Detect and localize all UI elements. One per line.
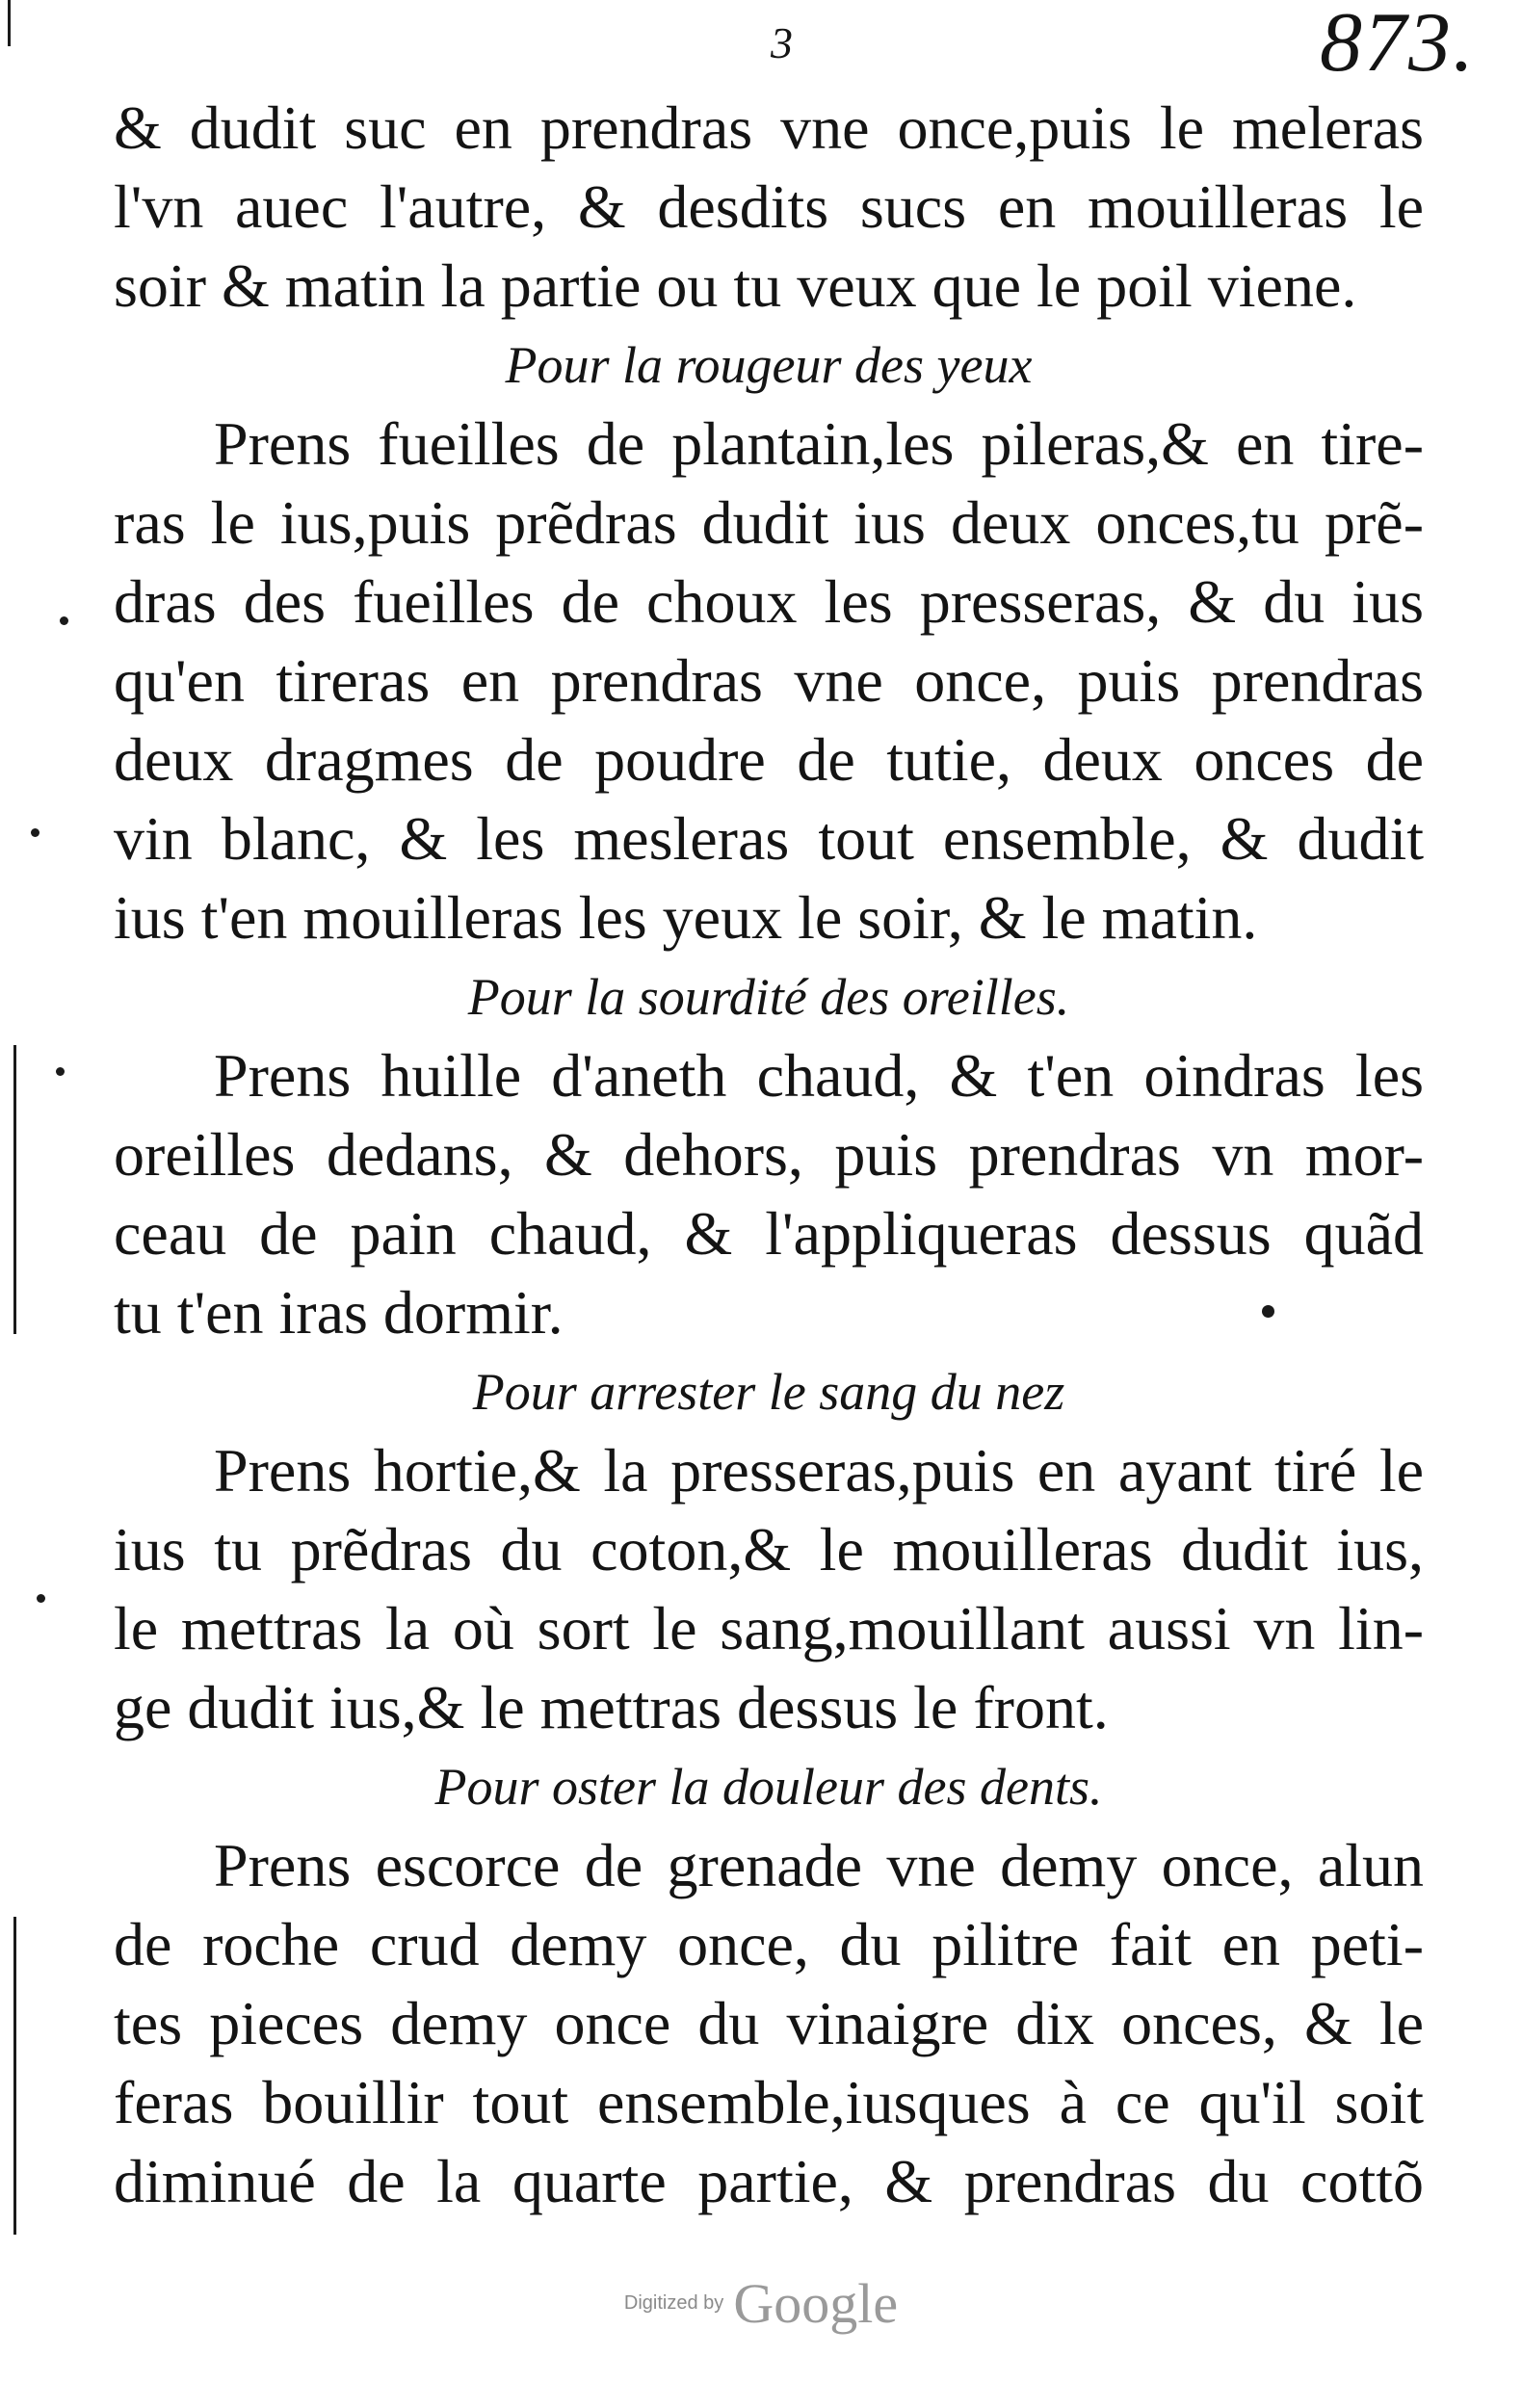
text-line: Prens escorce de grenade vne demy once, alun (214, 1831, 1424, 1899)
recipe-paragraph (114, 1826, 1424, 2221)
section-heading: Pour arrester le sang du nez (472, 1363, 1065, 1421)
text-line: feras bouillir tout ensemble,iusques à ce qu'il soit (114, 2068, 1424, 2136)
digitized-watermark (0, 2271, 1522, 2336)
margin-dot (56, 1067, 65, 1076)
text-line: ge dudit ius,& le mettras dessus le front. (114, 1673, 1109, 1741)
section-heading: Pour oster la douleur des dents. (434, 1758, 1103, 1816)
continuation-paragraph (114, 89, 1424, 326)
section-heading: Pour la rougeur des yeux (505, 336, 1033, 394)
margin-dot (37, 1594, 45, 1603)
text-line: de roche crud demy once, du pilitre fait en peti- (114, 1910, 1424, 1978)
text-line: le mettras la où sort le sang,mouillant aussi vn lin- (114, 1594, 1424, 1662)
text-line: qu'en tireras en prendras vne once, puis prendras (114, 646, 1424, 715)
text-line: Prens huille d'aneth chaud, & t'en oindras les (214, 1041, 1424, 1110)
text-line: tes pieces demy once du vinaigre dix onces, & le (114, 1989, 1424, 2057)
text-line: ras le ius,puis prẽdras dudit ius deux onces,tu prẽ- (114, 488, 1424, 557)
text-line: tu t'en iras dormir. (114, 1278, 564, 1347)
text-line: dras des fueilles de choux les presseras, & du ius (114, 567, 1424, 636)
scan-edge-mark (13, 1045, 16, 1334)
scan-edge-mark (8, 0, 11, 46)
text-line: ceau de pain chaud, & l'appliqueras dessus quãd (114, 1199, 1424, 1268)
folio-number: 873. (1320, 0, 1476, 90)
margin-dot (31, 828, 39, 837)
text-line: soir & matin la partie ou tu veux que le poil viene. (114, 251, 1357, 320)
text-line: Prens hortie,& la presseras,puis en ayant tiré le (214, 1436, 1424, 1505)
signature-mark: 3 (771, 18, 793, 67)
text-line: diminué de la quarte partie, & prendras du cottõ (114, 2147, 1424, 2215)
text-line: l'vn auec l'autre, & desdits sucs en mouilleras le (114, 172, 1424, 241)
google-logo: Google (733, 2272, 899, 2335)
text-line: Prens fueilles de plantain,les pileras,& en tire- (214, 409, 1424, 478)
text-line: oreilles dedans, & dehors, puis prendras vn mor- (114, 1120, 1424, 1189)
scan-edge-mark (13, 1917, 16, 2235)
text-line: ius tu prẽdras du coton,& le mouilleras dudit ius, (114, 1515, 1424, 1584)
recipe-paragraph (114, 1431, 1424, 1747)
text-line: ius t'en mouilleras les yeux le soir, & le matin. (114, 883, 1258, 952)
text-line: deux dragmes de poudre de tutie, deux onces de (114, 725, 1424, 794)
text-line: & dudit suc en prendras vne once,puis le meleras (114, 93, 1424, 162)
section-heading: Pour la sourdité des oreilles. (467, 968, 1070, 1026)
watermark-prefix: Digitized by (623, 2292, 724, 2314)
recipe-paragraph (114, 405, 1424, 957)
body-text (114, 89, 1424, 2221)
text-line: vin blanc, & les mesleras tout ensemble, & dudit (114, 804, 1424, 873)
recipe-paragraph (114, 1036, 1424, 1352)
margin-dot (60, 616, 68, 625)
